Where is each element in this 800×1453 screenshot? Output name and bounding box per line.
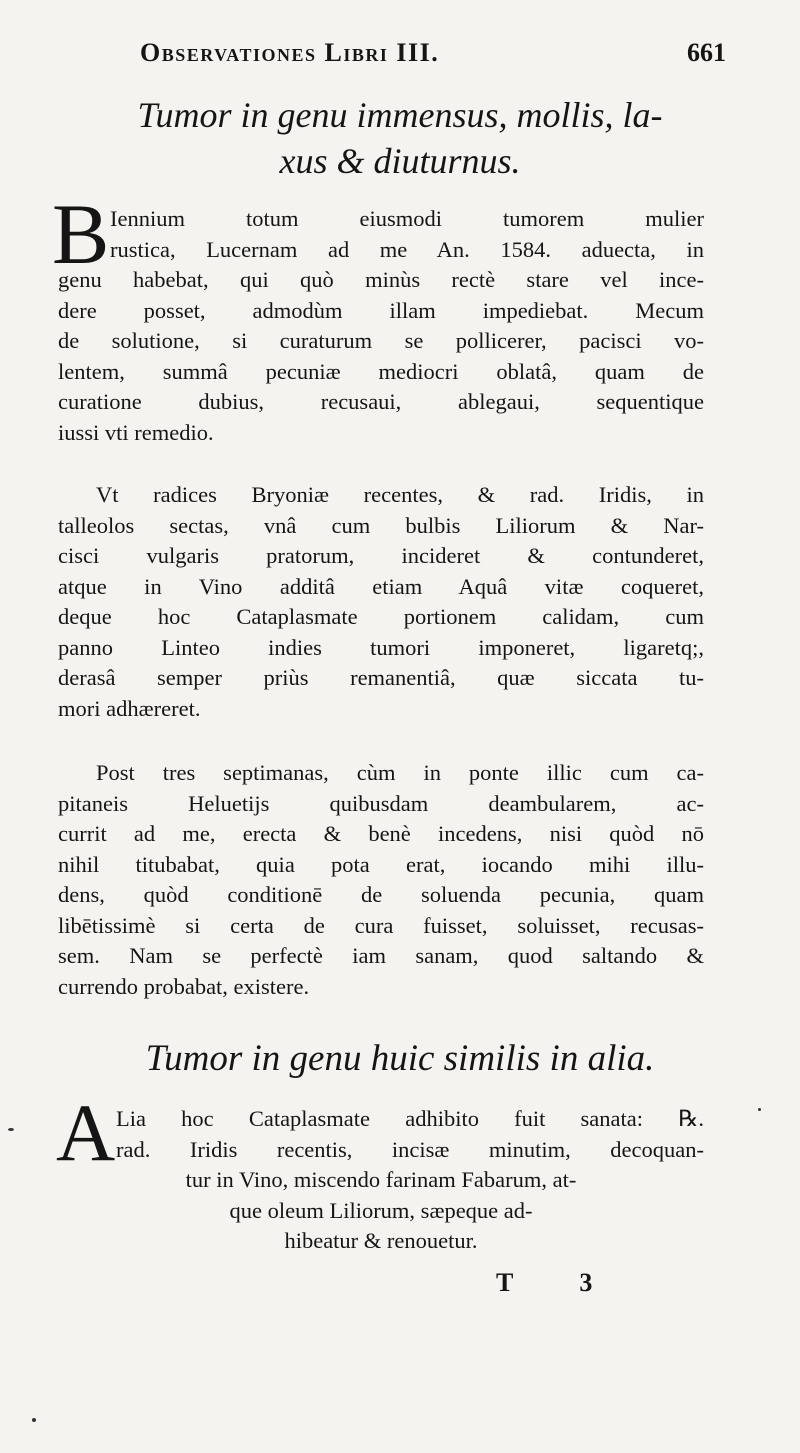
text-line: sem. Nam se perfectè iam sanam, quod saltando & xyxy=(58,943,704,968)
text-line: lentem, summâ pecuniæ mediocri oblatâ, quam de xyxy=(58,358,704,384)
paragraph-4 xyxy=(58,1104,704,1257)
running-header xyxy=(140,38,726,68)
signature-mark: T 3 xyxy=(496,1268,623,1297)
section-heading-1 xyxy=(100,92,700,184)
text-line: rad. Iridis recentis, incisæ minutim, decoquan- xyxy=(116,1136,704,1162)
page-number: 661 xyxy=(687,38,726,67)
text-line: dens, quòd conditionē de soluenda pecunia, quam xyxy=(58,882,704,907)
text-line: Lia hoc Cataplasmate adhibito fuit sanata: ℞. xyxy=(116,1106,704,1131)
ink-speck xyxy=(758,1108,761,1111)
text-line: currit ad me, erecta & benè incedens, nisi quòd nō xyxy=(58,821,704,846)
heading-line: Tumor in genu immensus, mollis, la- xyxy=(137,95,663,135)
text-line: deque hoc Cataplasmate portionem calidam, cum xyxy=(58,604,704,629)
text-line: Iennium totum eiusmodi tumorem mulier xyxy=(110,206,704,231)
drop-cap-b: B xyxy=(52,186,110,282)
paragraph-1 xyxy=(58,204,704,448)
text-line: panno Linteo indies tumori imponeret, ligaretq;, xyxy=(58,634,704,660)
ink-speck xyxy=(32,1418,36,1422)
text-line: currendo probabat, existere. xyxy=(58,973,310,999)
heading-line: xus & diuturnus. xyxy=(279,141,521,181)
text-line: rustica, Lucernam ad me An. 1584. aduecta, in xyxy=(110,236,704,262)
section-heading-2: Tumor in genu huic similis in alia. xyxy=(145,1038,655,1079)
text-line: tur in Vino, miscendo farinam Fabarum, at- xyxy=(185,1167,577,1192)
ink-speck xyxy=(8,1128,14,1131)
paragraph-2 xyxy=(58,480,704,724)
text-line: genu habebat, qui quò minùs rectè stare vel ince- xyxy=(58,267,704,292)
text-line: Post tres septimanas, cùm in ponte illic cum ca- xyxy=(96,760,704,785)
text-line: atque in Vino additâ etiam Aquâ vitæ coqueret, xyxy=(58,573,704,599)
text-line: nihil titubabat, quia pota erat, iocando mihi illu- xyxy=(58,851,704,877)
paragraph-3 xyxy=(58,758,704,1002)
text-line: cisci vulgaris pratorum, incideret & contunderet, xyxy=(58,543,704,568)
running-title: Observationes Libri III. xyxy=(140,38,440,67)
text-line: derasâ semper priùs remanentiâ, quæ siccata tu- xyxy=(58,665,704,690)
text-line: de solutione, si curaturum se pollicerer, pacisci vo- xyxy=(58,328,704,353)
text-line: mori adhæreret. xyxy=(58,695,201,721)
text-line: pitaneis Heluetijs quibusdam deambularem, ac- xyxy=(58,790,704,816)
text-line: que oleum Liliorum, sæpeque ad- xyxy=(229,1197,533,1223)
text-line: curatione dubius, recusaui, ablegaui, sequentique xyxy=(58,389,704,414)
text-line: iussi vti remedio. xyxy=(58,419,214,445)
text-line: talleolos sectas, vnâ cum bulbis Liliorum & Nar- xyxy=(58,512,704,538)
text-line: Vt radices Bryoniæ recentes, & rad. Iridis, in xyxy=(96,482,704,507)
text-line: hibeatur & renouetur. xyxy=(284,1228,478,1253)
drop-cap-a: A xyxy=(56,1087,116,1178)
text-line: libētissimè si certa de cura fuisset, soluisset, recusas- xyxy=(58,912,704,938)
text-line: dere posset, admodùm illam impediebat. Mecum xyxy=(58,297,704,323)
